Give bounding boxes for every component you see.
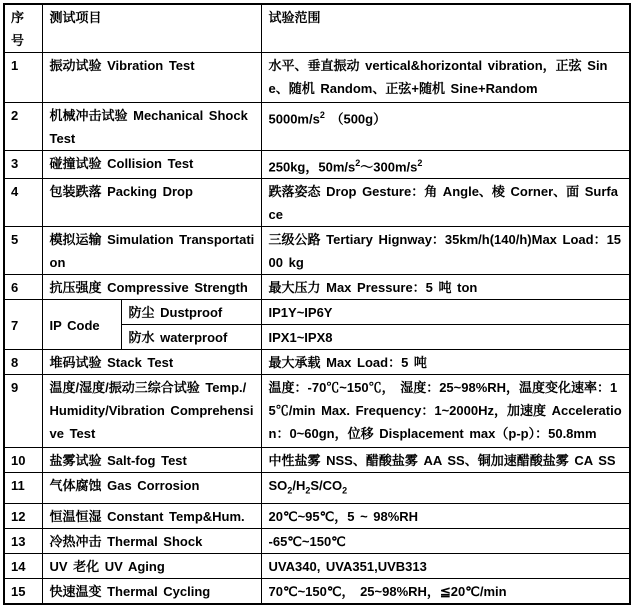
test-item-cell: UV 老化 UV Aging bbox=[42, 553, 261, 578]
table-row bbox=[4, 179, 630, 227]
test-range-cell: $5000m/s^2$ （500g） bbox=[261, 103, 630, 151]
test-item-cell: 模拟运输 Simulation Transportation bbox=[42, 227, 261, 275]
table-row bbox=[4, 528, 630, 553]
row-num-cell: 11 bbox=[4, 473, 42, 504]
column-header-num: 序号 bbox=[4, 4, 42, 53]
test-item-cell: 恒温恒湿 Constant Temp&Hum. bbox=[42, 503, 261, 528]
test-item-cell: 快速温变 Thermal Cycling bbox=[42, 578, 261, 604]
test-range-cell: 70℃~150℃， 25~98%RH，≦20℃/min bbox=[261, 578, 630, 604]
test-range-cell: 水平、垂直振动 vertical&horizontal vibration，正弦 Sine、随机 Random、正弦+随机 Sine+Random bbox=[261, 53, 630, 103]
test-item-cell: 堆码试验 Stack Test bbox=[42, 350, 261, 375]
test-range-cell: 中性盐雾 NSS、醋酸盐雾 AA SS、铜加速醋酸盐雾 CA SS bbox=[261, 448, 630, 473]
table-row bbox=[4, 53, 630, 103]
table-row bbox=[4, 151, 630, 179]
test-item-cell: 温度/湿度/振动三综合试验 Temp./Humidity/Vibration Comprehensive Test bbox=[42, 375, 261, 448]
row-num-cell: 10 bbox=[4, 448, 42, 473]
test-item-cell: 气体腐蚀 Gas Corrosion bbox=[42, 473, 261, 504]
test-item-cell: 盐雾试验 Salt-fog Test bbox=[42, 448, 261, 473]
test-item-cell: 包装跌落 Packing Drop bbox=[42, 179, 261, 227]
test-range-cell: 最大压力 Max Pressure：5 吨 ton bbox=[261, 275, 630, 300]
test-range-cell: 20℃~95℃，5 ~ 98%RH bbox=[261, 503, 630, 528]
test-item-cell: 机械冲击试验 Mechanical Shock Test bbox=[42, 103, 261, 151]
table-row bbox=[4, 553, 630, 578]
row-num-cell: 3 bbox=[4, 151, 42, 179]
table-row bbox=[4, 473, 630, 504]
table-row bbox=[4, 103, 630, 151]
test-item-cell: 抗压强度 Compressive Strength bbox=[42, 275, 261, 300]
row-num-cell: 7 bbox=[4, 300, 42, 350]
table-row bbox=[4, 300, 630, 325]
row-num-cell: 14 bbox=[4, 553, 42, 578]
test-item-cell: IP Code bbox=[42, 300, 121, 350]
column-header-item: 测试项目 bbox=[42, 4, 261, 53]
table-row bbox=[4, 375, 630, 448]
test-range-cell: 最大承载 Max Load：5 吨 bbox=[261, 350, 630, 375]
header-row bbox=[4, 4, 630, 53]
test-range-cell: 三级公路 Tertiary Hignway：35km/h(140/h)Max Load：1500 kg bbox=[261, 227, 630, 275]
test-range-cell: IPX1~IPX8 bbox=[261, 325, 630, 350]
sub-item-cell: 防水 waterproof bbox=[121, 325, 261, 350]
test-item-cell: 碰撞试验 Collision Test bbox=[42, 151, 261, 179]
test-range-cell: 250kg，$50m/s^2\sim 300m/s^2$ bbox=[261, 151, 630, 179]
row-num-cell: 9 bbox=[4, 375, 42, 448]
test-range-cell: -65℃~150℃ bbox=[261, 528, 630, 553]
row-num-cell: 4 bbox=[4, 179, 42, 227]
table-row bbox=[4, 578, 630, 604]
test-range-cell: UVA340, UVA351,UVB313 bbox=[261, 553, 630, 578]
table-row bbox=[4, 227, 630, 275]
test-range-cell: $SO_2/H_2S/CO_2$ bbox=[261, 473, 630, 504]
row-num-cell: 5 bbox=[4, 227, 42, 275]
row-num-cell: 13 bbox=[4, 528, 42, 553]
table-row bbox=[4, 448, 630, 473]
column-header-range: 试验范围 bbox=[261, 4, 630, 53]
test-range-cell: IP1Y~IP6Y bbox=[261, 300, 630, 325]
sub-item-cell: 防尘 Dustproof bbox=[121, 300, 261, 325]
test-item-cell: 振动试验 Vibration Test bbox=[42, 53, 261, 103]
test-capability-table bbox=[3, 3, 631, 605]
test-item-cell: 冷热冲击 Thermal Shock bbox=[42, 528, 261, 553]
table-row bbox=[4, 503, 630, 528]
row-num-cell: 1 bbox=[4, 53, 42, 103]
test-range-cell: 跌落姿态 Drop Gesture：角 Angle、棱 Corner、面 Surface bbox=[261, 179, 630, 227]
row-num-cell: 12 bbox=[4, 503, 42, 528]
table-row bbox=[4, 350, 630, 375]
row-num-cell: 6 bbox=[4, 275, 42, 300]
test-range-cell: 温度：-70℃~150℃， 湿度：25~98%RH，温度变化速率：15℃/min Max. Frequency：1~2000Hz，加速度 Acceleration：0~60gn，位移 Displacement max（p-p）：50.8mm bbox=[261, 375, 630, 448]
row-num-cell: 2 bbox=[4, 103, 42, 151]
row-num-cell: 15 bbox=[4, 578, 42, 604]
row-num-cell: 8 bbox=[4, 350, 42, 375]
table-row bbox=[4, 275, 630, 300]
